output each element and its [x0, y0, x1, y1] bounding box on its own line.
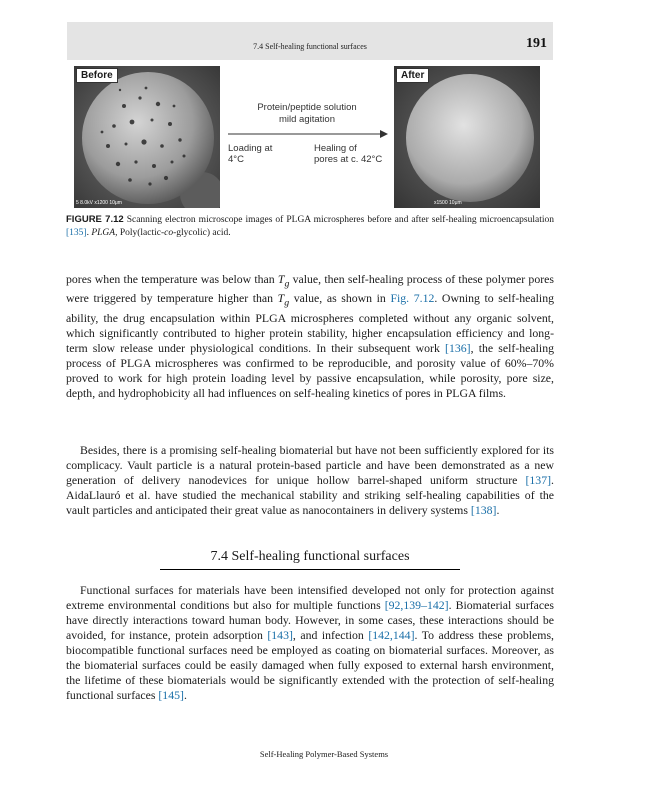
caption-abbr-def-co: co — [164, 227, 174, 238]
caption-abbr-def-a: , Poly(lactic- — [115, 227, 165, 238]
healing-text — [314, 143, 382, 165]
para2-text: . AidaLlauró et al. have studied the mechanical stability and striking self-healing capabilities of the vault particles and anticipated their great value as nanocontainers in delivery systems — [66, 473, 554, 517]
figure-caption: FIGURE 7.12 Scanning electron microscope images of PLGA microspheres before and after self-healing microencapsulation [135]. PLGA, Poly(lactic-co-glycolic) acid. — [66, 214, 555, 238]
citation-link[interactable]: [143] — [267, 628, 293, 642]
figure-7-12 — [74, 66, 558, 214]
caption-citation-link[interactable]: [135] — [66, 227, 87, 238]
para3-text: . Biomaterial surfaces have directly interactions toward human body. However, in some cases, these interactions should be avoided, for instance, protein adsorption — [66, 598, 554, 642]
tg-symbol — [277, 291, 290, 309]
figure-process-annotation — [222, 66, 392, 208]
arrow-right-icon — [228, 129, 388, 139]
para1-text: . Owning to self-healing ability, the drug encapsulation within PLGA microspheres completed without any organic solvent, which significantly contributed to higher protein stability, higher encapsulation efficiency and long-term slow release under physiological conditions. In their subsequent work — [66, 291, 554, 355]
para3-text: . — [183, 688, 187, 702]
paragraph-1 — [66, 272, 554, 401]
healing-line1: Healing of — [314, 143, 357, 154]
para1-text: pores when the temperature was below than — [66, 272, 278, 286]
loading-line2: 4°C — [228, 154, 244, 165]
tg-symbol — [277, 272, 290, 290]
healing-line2: pores at c. 42°C — [314, 154, 383, 165]
citation-link[interactable]: [136] — [445, 340, 471, 355]
para1-text: value, then self-healing process of these polymer pores were triggered by temperature higher than — [66, 272, 554, 306]
para2-text: . — [496, 503, 500, 517]
before-label: Before — [76, 68, 118, 83]
citation-link[interactable]: [142,144] — [368, 628, 415, 642]
process-arrow — [228, 129, 388, 142]
section-divider — [160, 569, 460, 570]
citation-link[interactable]: [145] — [158, 688, 184, 702]
solution-line1: Protein/peptide solution — [257, 102, 357, 113]
before-microsphere-graphic — [74, 66, 220, 208]
running-header — [67, 22, 553, 60]
loading-text — [228, 143, 272, 165]
caption-text: Scanning electron microscope images of PLGA microspheres before and after self-healing microencapsulation — [126, 215, 555, 225]
before-scalebar: 5 8.0kV x1200 10μm — [76, 200, 122, 206]
para3-text: Functional surfaces for materials have been intensified developed not only for protection against extreme environmental conditions but also for multiple functions — [66, 583, 554, 612]
before-sem-image — [74, 66, 220, 208]
para3-text: . To address these problems, biocompatible functional surfaces need be employed as coating on biomaterial surfaces. Moreover, as the biomaterial surfaces could be easily damaged when fully exposed to external harsh environment, the lifetime of these biomaterials would be significantly extended with the protection of self-healing functional surfaces — [66, 628, 554, 702]
citation-link[interactable]: [138] — [470, 503, 497, 517]
tg-g: g — [284, 278, 290, 290]
solution-line2: mild agitation — [279, 114, 335, 125]
para1-text: , the self-healing process of PLGA microspheres was confirmed to be reproducible, and porosity value of 60%–70% proved to work for high protein loading level by passive encapsulation, while porosity, pore size, depth, and hydrophobicity all had influences on self-healing kinetics of pores in PLGA films. — [66, 340, 554, 400]
page-number: 191 — [526, 36, 547, 51]
tg-T: T — [277, 272, 285, 286]
citation-link[interactable]: [137] — [525, 473, 552, 487]
paragraph-2 — [66, 443, 554, 518]
solution-text — [222, 102, 392, 126]
caption-abbr-def-b: -glycolic) acid. — [173, 227, 231, 238]
para2-text: Besides, there is a promising self-healing biomaterial but have not been sufficiently explored for its complicacy. Vault particle is a natural protein-based particle and have been demonstrated as a new generation of delivery nanodevices for unique hollow barrel-shaped uniform structure — [66, 443, 554, 487]
caption-abbr: PLGA — [91, 227, 116, 238]
figure-reference-link[interactable]: Fig. 7.12 — [390, 291, 435, 306]
loading-line1: Loading at — [228, 143, 273, 154]
tg-T: T — [277, 291, 285, 306]
after-sem-image — [394, 66, 540, 208]
after-microsphere-graphic — [394, 66, 540, 208]
after-scalebar: x1500 10μm — [434, 200, 462, 206]
para3-text: , and infection — [292, 628, 369, 642]
after-label: After — [396, 68, 429, 83]
para1-text: value, as shown in — [289, 291, 391, 306]
citation-link[interactable]: [92,139–142] — [384, 598, 449, 612]
paragraph-3 — [66, 583, 554, 703]
caption-label: FIGURE 7.12 — [66, 214, 124, 225]
section-heading: 7.4 Self-healing functional surfaces — [210, 549, 410, 564]
running-header-title: 7.4 Self-healing functional surfaces — [253, 42, 367, 51]
tg-g: g — [284, 297, 290, 309]
running-footer: Self-Healing Polymer-Based Systems — [259, 749, 389, 759]
